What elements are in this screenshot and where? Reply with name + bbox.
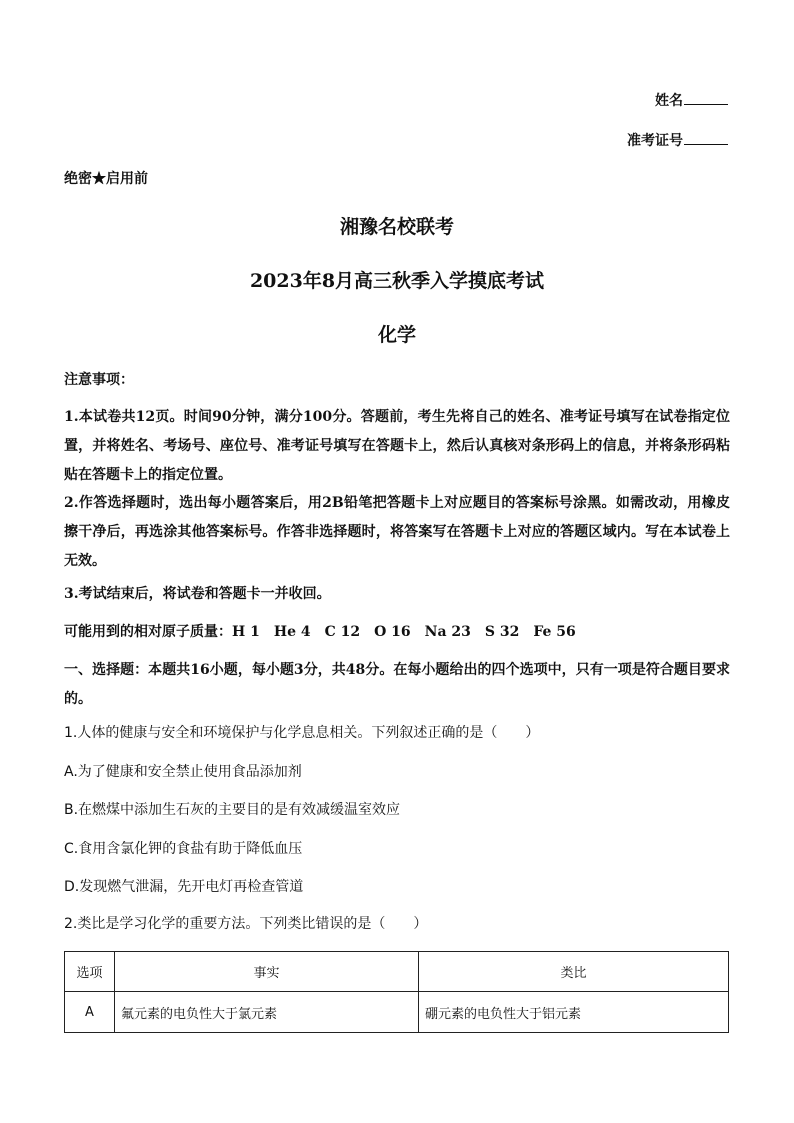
q1-stem: 1.人体的健康与安全和环境保护与化学息息相关。下列叙述正确的是（ ）	[64, 725, 540, 741]
q2-table	[64, 951, 729, 1033]
section1-heading: 一、选择题：本题共16小题，每小题3分，共48分。在每小题给出的四个选项中，只有一项是符合题目要求的。	[64, 662, 730, 707]
table-cell-option: A	[65, 992, 115, 1033]
name-field	[655, 90, 728, 110]
notice-item-2: 2.作答选择题时，选出每小题答案后，用2B铅笔把答题卡上对应题目的答案标号涂黑。如需改动，用橡皮擦干净后，再选涂其他答案标号。作答非选择题时，将答案写在答题卡上对应的答题区域内。写在本试卷上无效。	[64, 495, 730, 569]
exam-title-line2: 2023年8月高三秋季入学摸底考试	[249, 270, 545, 292]
notice-item-1: 1.本试卷共12页。时间90分钟，满分100分。答题前，考生先将自己的姓名、准考证号填写在试卷指定位置，并将姓名、考场号、座位号、准考证号填写在答题卡上，然后认真核对条形码上的信息，并将条形码粘贴在答题卡上的指定位置。	[64, 409, 730, 483]
table-cell-fact: 氟元素的电负性大于氯元素	[115, 992, 419, 1033]
q2-stem: 2.类比是学习化学的重要方法。下列类比错误的是（ ）	[64, 916, 428, 932]
exam-title-line1: 湘豫名校联考	[339, 216, 454, 238]
q1-option-a: A.为了健康和安全禁止使用食品添加剂	[64, 764, 302, 780]
table-header-fact: 事实	[115, 952, 419, 992]
exam-id-label: 准考证号	[627, 133, 683, 149]
exam-title-subject: 化学	[377, 324, 416, 346]
exam-id-field	[627, 130, 728, 150]
exam-id-blank	[684, 130, 728, 145]
atomic-masses: 可能用到的相对原子质量：H 1 He 4 C 12 O 16 Na 23 S 32 Fe 56	[64, 624, 576, 640]
secret-mark: 绝密★启用前	[64, 171, 148, 187]
table-row	[65, 992, 729, 1033]
table-header-option: 选项	[65, 952, 115, 992]
q1-option-b: B.在燃煤中添加生石灰的主要目的是有效减缓温室效应	[64, 802, 401, 818]
notice-heading: 注意事项：	[64, 372, 134, 388]
table-header-row	[65, 952, 729, 992]
q1-option-d: D.发现燃气泄漏，先开电灯再检查管道	[64, 879, 304, 895]
notice-item-3: 3.考试结束后，将试卷和答题卡一并收回。	[64, 586, 331, 602]
name-blank	[684, 90, 728, 105]
q1-option-c: C.食用含氯化钾的食盐有助于降低血压	[64, 841, 303, 857]
table-cell-analogy: 硼元素的电负性大于铝元素	[419, 992, 729, 1033]
table-header-analogy: 类比	[419, 952, 729, 992]
name-label: 姓名	[655, 93, 683, 109]
